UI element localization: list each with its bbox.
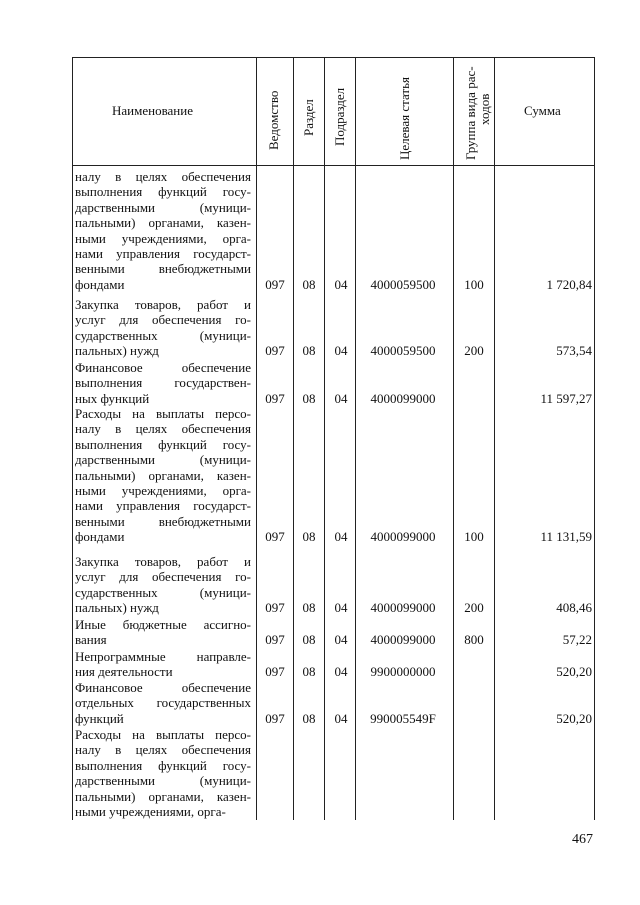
row-name-line: ными учреждениями, орга-: [75, 482, 251, 498]
header-vedomstvo: Ведомство: [266, 90, 281, 150]
row-razdel: 08: [302, 390, 316, 406]
row-name: [75, 360, 251, 406]
row-name-line: Закупка товаров, работ и: [75, 297, 251, 312]
row-podrazdel: 04: [334, 529, 348, 545]
header-bottom-border: [72, 165, 594, 166]
row-razdel: 08: [302, 529, 316, 545]
row-name-line: пальными) органами, казен-: [75, 215, 251, 231]
row-razdel: 08: [302, 276, 316, 292]
row-name-line: услуг для обеспечения го-: [75, 569, 251, 585]
row-summa: 520,20: [556, 664, 592, 680]
row-name-line: фондами: [75, 276, 125, 292]
col-border-podrazdel: [324, 57, 325, 820]
row-name-line: Закупка товаров, работ и: [75, 554, 251, 569]
row-razdel: 08: [302, 710, 316, 726]
row-podrazdel: 04: [334, 343, 348, 359]
row-gruppa: 200: [464, 600, 484, 616]
row-podrazdel: 04: [334, 276, 348, 292]
col-border-gruppa: [453, 57, 454, 820]
row-vedomstvo: 097: [265, 529, 285, 545]
header-razdel: Раздел: [301, 99, 316, 136]
row-vedomstvo: 097: [265, 343, 285, 359]
row-name-line: фондами: [75, 529, 125, 545]
row-vedomstvo: 097: [265, 276, 285, 292]
row-name-line: пальных) нужд: [75, 343, 159, 359]
col-border-left: [72, 57, 73, 820]
row-name-line: ния деятельности: [75, 664, 173, 680]
row-name: [75, 169, 251, 292]
row-name-line: ными учреждениями, орга-: [75, 230, 251, 246]
row-name-line: ными учреждениями, орга-: [75, 803, 226, 819]
col-border-right: [594, 57, 595, 820]
row-summa: 520,20: [556, 710, 592, 726]
header-podrazdel: Подраздел: [332, 87, 347, 146]
row-name-line: услуг для обеспечения го-: [75, 312, 251, 328]
row-name-line: венными внебюджетными: [75, 513, 251, 529]
row-name-line: выполнения государствен-: [75, 375, 251, 391]
row-name-line: налу в целях обеспечения: [75, 742, 251, 758]
row-name-line: Иные бюджетные ассигно-: [75, 617, 251, 632]
row-celevaya: 990005549F: [370, 710, 436, 726]
row-name-line: Расходы на выплаты персо-: [75, 406, 251, 421]
row-name-line: пальными) органами, казен-: [75, 788, 251, 804]
row-name-line: сударственных (муници-: [75, 327, 251, 343]
header-gruppa-line1: Группа вида рас-: [463, 66, 478, 160]
row-summa: 11 597,27: [540, 390, 592, 406]
row-name-line: сударственных (муници-: [75, 584, 251, 600]
row-celevaya: 4000099000: [370, 390, 436, 406]
row-name-line: дарственными (муници-: [75, 773, 251, 789]
row-gruppa: 100: [464, 276, 484, 292]
row-celevaya: 9900000000: [370, 664, 436, 680]
row-vedomstvo: 097: [265, 664, 285, 680]
row-name: [75, 649, 251, 680]
header-celevaya: Целевая статья: [397, 76, 412, 160]
row-vedomstvo: 097: [265, 632, 285, 648]
row-gruppa: 800: [464, 632, 484, 648]
row-name: [75, 297, 251, 359]
row-name-line: пальных) нужд: [75, 600, 159, 616]
row-name-line: ных функций: [75, 390, 150, 406]
row-celevaya: 4000099000: [370, 600, 436, 616]
header-summa: Сумма: [524, 103, 561, 118]
row-name-line: выполнения функций госу-: [75, 757, 251, 773]
row-name-line: Финансовое обеспечение: [75, 360, 251, 375]
table-top-border: [72, 57, 594, 58]
col-border-ved: [256, 57, 257, 820]
row-name-line: нами управления государст-: [75, 498, 251, 514]
header-gruppa-line2: ходов: [477, 93, 492, 125]
row-name-line: Расходы на выплаты персо-: [75, 727, 251, 742]
row-name: [75, 554, 251, 616]
col-border-summa: [494, 57, 495, 820]
page-number: 467: [572, 832, 593, 847]
row-vedomstvo: 097: [265, 390, 285, 406]
row-name: [75, 406, 251, 545]
header-name: Наименование: [112, 103, 193, 118]
row-summa: 11 131,59: [540, 529, 592, 545]
row-celevaya: 4000099000: [370, 529, 436, 545]
row-gruppa: 200: [464, 343, 484, 359]
row-name-line: дарственными (муници-: [75, 452, 251, 468]
row-razdel: 08: [302, 343, 316, 359]
row-podrazdel: 04: [334, 390, 348, 406]
row-name-line: налу в целях обеспечения: [75, 169, 251, 184]
row-podrazdel: 04: [334, 710, 348, 726]
row-vedomstvo: 097: [265, 710, 285, 726]
row-name: [75, 680, 251, 726]
row-name-line: дарственными (муници-: [75, 199, 251, 215]
row-podrazdel: 04: [334, 600, 348, 616]
row-name-line: отдельных государственных: [75, 695, 251, 711]
row-podrazdel: 04: [334, 632, 348, 648]
row-razdel: 08: [302, 664, 316, 680]
row-name-line: функций: [75, 710, 124, 726]
row-name-line: Финансовое обеспечение: [75, 680, 251, 695]
row-celevaya: 4000099000: [370, 632, 436, 648]
row-name-line: выполнения функций госу-: [75, 436, 251, 452]
row-name-line: нами управления государст-: [75, 245, 251, 261]
row-vedomstvo: 097: [265, 600, 285, 616]
row-name-line: венными внебюджетными: [75, 261, 251, 277]
row-name-line: налу в целях обеспечения: [75, 421, 251, 437]
row-summa: 1 720,84: [546, 276, 592, 292]
col-border-razdel: [293, 57, 294, 820]
row-podrazdel: 04: [334, 664, 348, 680]
row-summa: 573,54: [556, 343, 592, 359]
row-razdel: 08: [302, 600, 316, 616]
row-name-line: выполнения функций госу-: [75, 184, 251, 200]
row-razdel: 08: [302, 632, 316, 648]
row-name-line: вания: [75, 632, 107, 648]
row-celevaya: 4000059500: [370, 343, 436, 359]
row-summa: 57,22: [562, 632, 592, 648]
col-border-celevaya: [355, 57, 356, 820]
row-name: [75, 617, 251, 648]
row-name-line: Непрограммные направле-: [75, 649, 251, 664]
row-name-line: пальными) органами, казен-: [75, 467, 251, 483]
row-gruppa: 100: [464, 529, 484, 545]
row-summa: 408,46: [556, 600, 592, 616]
row-name: [75, 727, 251, 819]
row-celevaya: 4000059500: [370, 276, 436, 292]
